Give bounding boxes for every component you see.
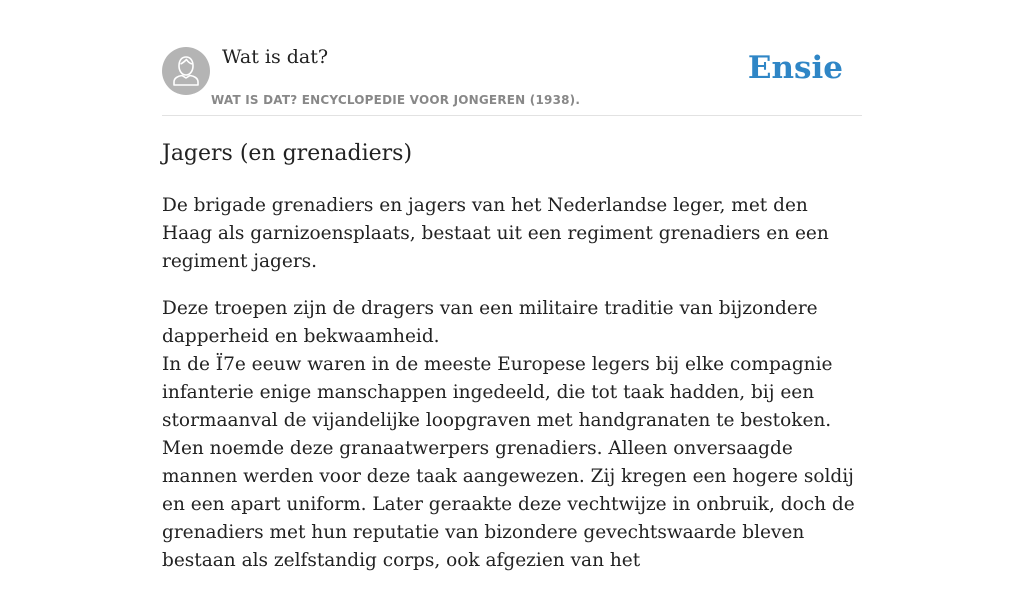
article-paragraph xyxy=(162,295,862,575)
paragraph-line: Deze troepen zijn de dragers van een militaire traditie van bijzondere dapperheid en bekwaamheid. xyxy=(162,298,818,347)
ensie-logo-link[interactable]: Ensie xyxy=(747,50,843,86)
user-silhouette-icon xyxy=(162,47,210,95)
source-avatar[interactable] xyxy=(162,47,210,95)
paragraph-line: In de Ï7e eeuw waren in de meeste Europese legers bij elke compagnie infanterie enige manschappen ingedeeld, die tot taak hadden, bij een stormaanval de vijandelijke loopgraven met handgranaten te bestoken. Men noemde deze granaatwerpers grenadiers. Alleen onversaagde mannen werden voor deze taak aangewezen. Zij kregen een hogere soldij en een apart uniform. Later geraakte deze vechtwijze in onbruik, doch de grenadiers met hun reputatie van bizondere gevechtswaarde bleven bestaan als zelfstandig corps, ook afgezien van het xyxy=(162,354,855,571)
article-paragraph: De brigade grenadiers en jagers van het Nederlandse leger, met den Haag als garnizoensplaats, bestaat uit een regiment grenadiers en een regiment jagers. xyxy=(162,195,829,272)
source-header xyxy=(162,46,862,116)
article-content xyxy=(162,138,862,594)
article-title: Jagers (en grenadiers) xyxy=(162,141,413,166)
source-subtitle[interactable]: WAT IS DAT? ENCYCLOPEDIE VOOR JONGEREN (1938). xyxy=(211,93,581,107)
source-title[interactable]: Wat is dat? xyxy=(222,46,329,68)
